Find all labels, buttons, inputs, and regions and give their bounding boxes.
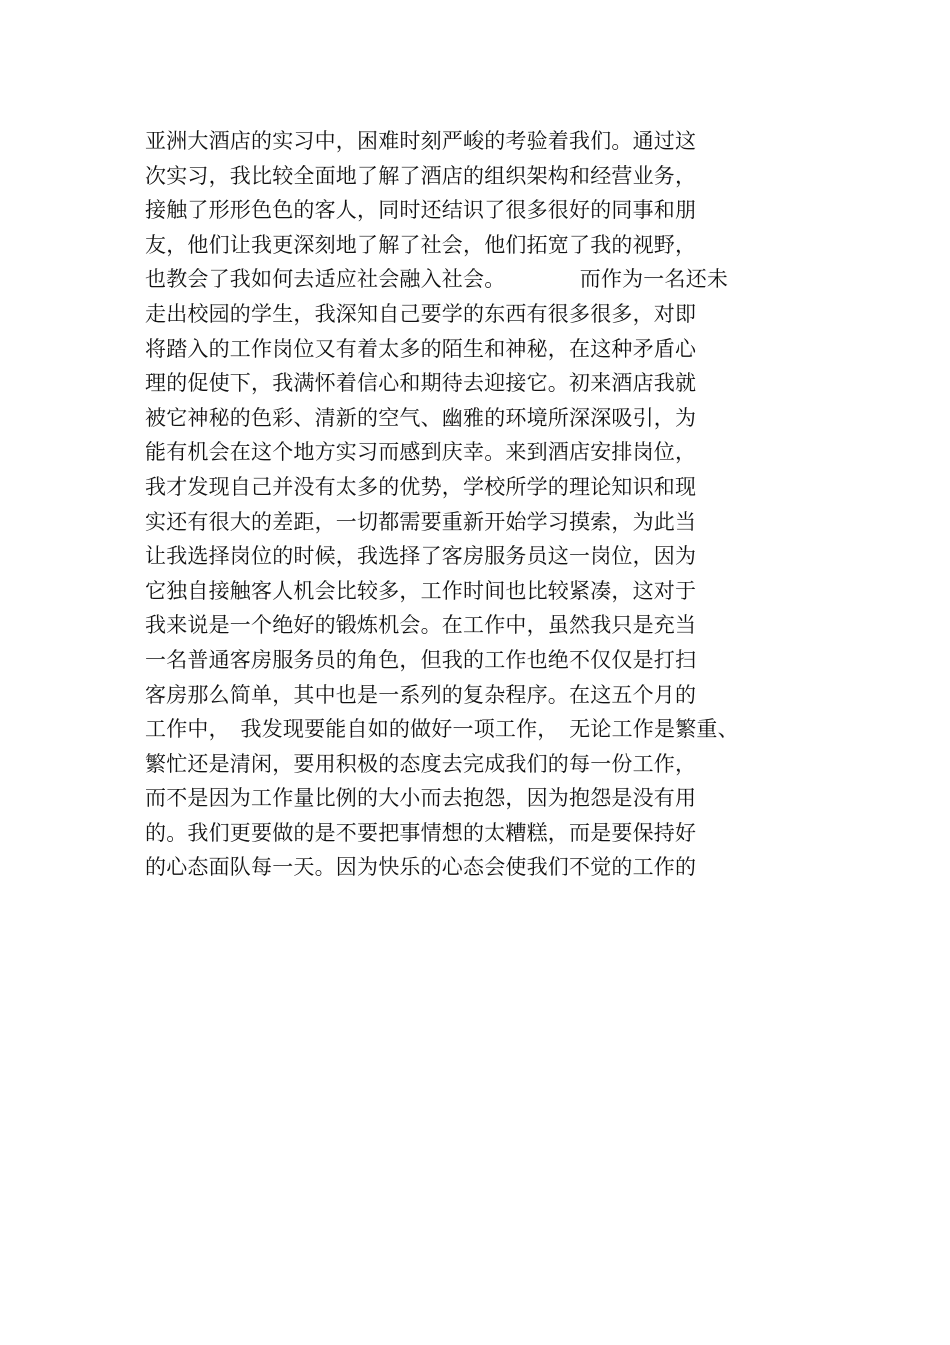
text-line: 工作中， 我发现要能自如的做好一项工作， 无论工作是繁重、 xyxy=(145,717,739,742)
text-line: 理的促使下，我满怀着信心和期待去迎接它。初来酒店我就 xyxy=(145,371,697,396)
text-line: 繁忙还是清闲，要用积极的态度去完成我们的每一份工作， xyxy=(145,751,697,776)
text-line: 也教会了我如何去适应社会融入社会。 而作为一名还未 xyxy=(145,267,729,292)
text-line: 让我选择岗位的时候，我选择了客房服务员这一岗位，因为 xyxy=(145,544,697,569)
text-line: 我来说是一个绝好的锻炼机会。在工作中，虽然我只是充当 xyxy=(145,613,697,638)
text-line: 一名普通客房服务员的角色，但我的工作也绝不仅仅是打扫 xyxy=(145,647,697,672)
text-line: 客房那么简单，其中也是一系列的复杂程序。在这五个月的 xyxy=(145,682,697,707)
text-line: 次实习，我比较全面地了解了酒店的组织架构和经营业务， xyxy=(145,163,697,188)
text-line: 走出校园的学生，我深知自己要学的东西有很多很多，对即 xyxy=(145,301,697,326)
text-line: 亚洲大酒店的实习中，困难时刻严峻的考验着我们。通过这 xyxy=(145,129,697,153)
text-line: 我才发现自己并没有太多的优势，学校所学的理论知识和现 xyxy=(145,474,697,499)
text-line: 友，他们让我更深刻地了解了社会，他们拓宽了我的视野， xyxy=(145,232,697,257)
text-line: 的。我们更要做的是不要把事情想的太糟糕，而是要保持好 xyxy=(145,820,697,845)
text-line: 被它神秘的色彩、清新的空气、幽雅的环境所深深吸引，为 xyxy=(145,405,697,430)
text-line: 它独自接触客人机会比较多，工作时间也比较紧凑，这对于 xyxy=(145,578,697,603)
text-line: 而不是因为工作量比例的大小而去抱怨，因为抱怨是没有用 xyxy=(145,786,697,811)
body-text xyxy=(145,124,805,885)
text-line: 实还有很大的差距，一切都需要重新开始学习摸索，为此当 xyxy=(145,509,697,534)
text-line: 的心态面队每一天。因为快乐的心态会使我们不觉的工作的 xyxy=(145,855,697,880)
text-line: 将踏入的工作岗位又有着太多的陌生和神秘，在这种矛盾心 xyxy=(145,336,697,361)
text-line: 接触了形形色色的客人，同时还结识了很多很好的同事和朋 xyxy=(145,198,697,223)
text-line: 能有机会在这个地方实习而感到庆幸。来到酒店安排岗位， xyxy=(145,440,697,465)
